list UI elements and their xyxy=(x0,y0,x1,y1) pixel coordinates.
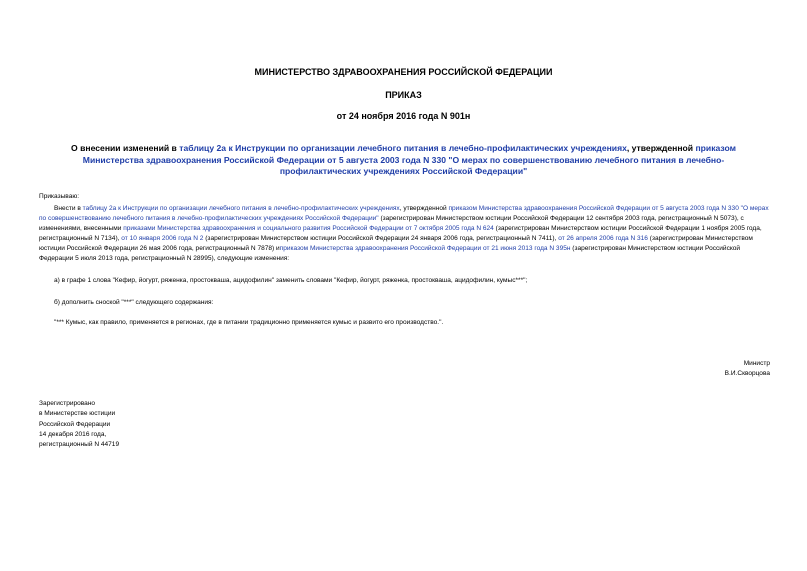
doc-date-number: от 24 ноября 2016 года N 901н xyxy=(336,111,471,121)
main-paragraph xyxy=(39,204,771,264)
para-link-order-2[interactable]: от 10 января 2006 года N 2 xyxy=(121,235,204,242)
title-link-order[interactable]: приказом Министерства здравоохранения Российской Федерации от 5 августа 2003 года N 330 "О мерах по совершенствованию лечебного питания в лечебно-профилактических учреждениях Российской Федерации" xyxy=(82,143,736,176)
document-title xyxy=(50,143,757,178)
change-item-a: а) в графе 1 слова "Кефир, йогурт, ряженка, простокваша, ацидофилин" заменить словами "Кефир, йогурт, ряженка, простокваша, ацидофилин, кумыс***"; xyxy=(54,277,528,284)
registration-line-2: в Министерстве юстиции xyxy=(39,410,116,418)
registration-line-4: 14 декабря 2016 года, xyxy=(39,430,107,438)
title-link-table[interactable]: таблицу 2а к Инструкции по организации лечебного питания в лечебно-профилактических учреждениях xyxy=(179,143,627,153)
para-text-3: (зарегистрирован Министерством юстиции Российской Федерации 12 сентября 2003 года, регистрационный N 5073), с изменениями, внесенными xyxy=(39,215,744,232)
para-link-order-395n[interactable]: приказом Министерства здравоохранения Российской Федерации от 21 июня 2013 года N 395н xyxy=(279,245,571,252)
signature-name: В.И.Скворцова xyxy=(724,370,770,377)
signature-position: Министр xyxy=(743,360,770,367)
order-word: Приказываю: xyxy=(39,193,80,200)
para-link-table[interactable]: таблицу 2а к Инструкции по организации лечебного питания в лечебно-профилактических учреждениях xyxy=(82,205,400,212)
para-link-order-330[interactable]: приказом Министерства здравоохранения Российской Федерации от 5 августа 2003 года N 330 "О мерах по совершенствованию лечебного питания в лечебно-профилактических учреждениях Российской Федерации" xyxy=(39,205,769,222)
para-text-7: (зарегистрирован Министерством юстиции Российской Федерации 5 июля 2013 года, регистрационный N 28995), следующие изменения: xyxy=(39,245,741,262)
registration-line-1: Зарегистрировано xyxy=(39,400,96,407)
para-text-1: Внести в xyxy=(54,205,83,212)
para-link-order-624[interactable]: приказами Министерства здравоохранения и социального развития Российской Федерации от 7 октября 2005 года N 624 xyxy=(123,225,494,232)
doc-type-heading: ПРИКАЗ xyxy=(385,90,422,100)
title-text-1: О внесении изменений в xyxy=(71,143,180,153)
para-text-5: (зарегистрирован Министерством юстиции Российской Федерации 24 января 2006 года, регистрационный N 7411), xyxy=(203,235,559,242)
para-text-4: (зарегистрирован Министерством юстиции Российской Федерации 1 ноября 2005 года, регистрационный N 7134), xyxy=(39,225,762,242)
registration-line-5: регистрационный N 44719 xyxy=(39,441,120,449)
para-text-2: , утвержденной xyxy=(399,205,449,212)
title-text-2: , утвержденной xyxy=(626,143,696,153)
registration-block xyxy=(39,399,119,450)
footnote-text: "*** Кумыс, как правило, применяется в регионах, где в питании традиционно применяется кумыс и развито его производство.". xyxy=(54,319,444,326)
para-link-order-316[interactable]: от 26 апреля 2006 года N 316 xyxy=(558,235,648,242)
ministry-heading: МИНИСТЕРСТВО ЗДРАВООХРАНЕНИЯ РОССИЙСКОЙ ФЕДЕРАЦИИ xyxy=(254,67,553,77)
registration-line-3: Российской Федерации xyxy=(39,420,111,428)
change-item-b: б) дополнить сноской "***" следующего содержания: xyxy=(54,299,214,306)
para-text-6: (зарегистрирован Министерством юстиции Российской Федерации 26 мая 2006 года, регистрационный N 7878) и xyxy=(39,235,753,252)
